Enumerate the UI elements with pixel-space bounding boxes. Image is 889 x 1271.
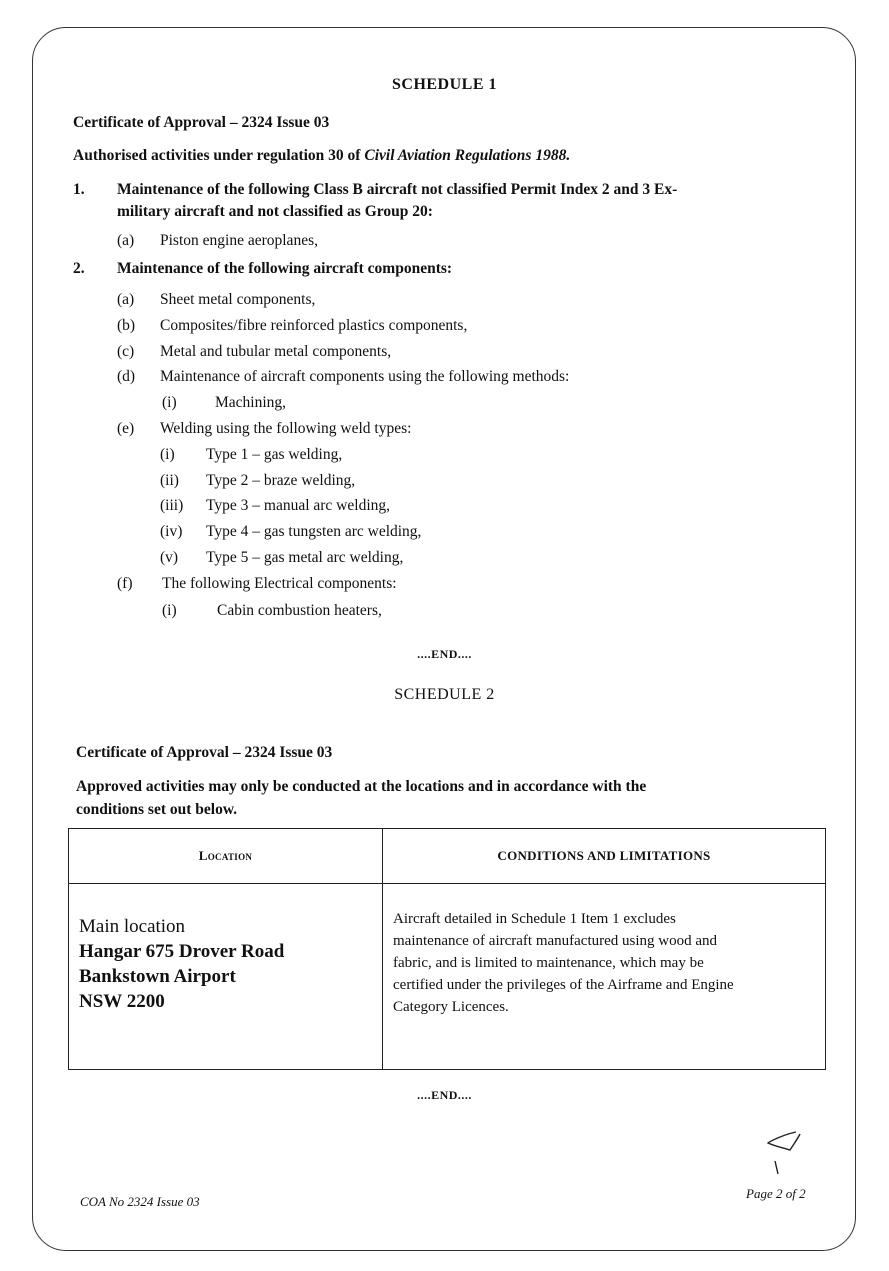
item-2c-marker: (c) xyxy=(117,343,135,360)
item-2b-marker: (b) xyxy=(117,317,136,334)
item-2e-i-marker: (i) xyxy=(160,446,175,463)
schedule-2-intro-line2: conditions set out below. xyxy=(76,801,238,818)
address-line-1: Hangar 675 Drover Road xyxy=(79,941,285,962)
item-2d-i-text: Machining, xyxy=(215,394,287,411)
item-2e-ii-text: Type 2 – braze welding, xyxy=(206,472,356,489)
item-2e-ii-marker: (ii) xyxy=(160,472,179,489)
item-2f-marker: (f) xyxy=(117,575,133,592)
table-row xyxy=(69,884,826,1070)
authorised-prefix: Authorised activities under regulation 30 of xyxy=(73,147,365,164)
item-1-line1: Maintenance of the following Class B aircraft not classified Permit Index 2 and 3 Ex- xyxy=(117,181,678,198)
item-2d-i-marker: (i) xyxy=(162,394,177,411)
schedule-2-title: SCHEDULE 2 xyxy=(394,686,495,703)
item-2f-i-marker: (i) xyxy=(162,602,177,619)
locations-table xyxy=(68,828,826,1070)
item-2e-i-text: Type 1 – gas welding, xyxy=(206,446,343,463)
schedule-1-title: SCHEDULE 1 xyxy=(391,76,498,93)
conditions-line-3: fabric, and is limited to maintenance, which may be xyxy=(393,955,704,971)
schedule-1-end: ....END.... xyxy=(417,647,472,661)
address-line-3: NSW 2200 xyxy=(79,991,165,1012)
schedule-2-end: ....END.... xyxy=(417,1088,472,1102)
conditions-line-1: Aircraft detailed in Schedule 1 Item 1 excludes xyxy=(393,911,676,927)
regulation-name: Civil Aviation Regulations 1988. xyxy=(364,147,571,164)
item-2-heading: Maintenance of the following aircraft components: xyxy=(117,260,453,277)
item-2f-text: The following Electrical components: xyxy=(162,575,397,592)
item-2f-i-text: Cabin combustion heaters, xyxy=(217,602,382,619)
item-2d-marker: (d) xyxy=(117,368,136,385)
item-2c-text: Metal and tubular metal components, xyxy=(160,343,392,360)
conditions-header: CONDITIONS AND LIMITATIONS xyxy=(383,829,826,884)
item-2a-marker: (a) xyxy=(117,291,135,308)
schedule-2-intro-line1: Approved activities may only be conducted at the locations and in accordance with the xyxy=(76,778,647,795)
location-cell xyxy=(69,884,383,1070)
schedule-2-certificate: Certificate of Approval – 2324 Issue 03 xyxy=(76,744,333,761)
handwritten-mark xyxy=(760,1126,810,1178)
item-2e-iv-text: Type 4 – gas tungsten arc welding, xyxy=(206,523,422,540)
item-2b-text: Composites/fibre reinforced plastics components, xyxy=(160,317,468,334)
item-1a-marker: (a) xyxy=(117,232,135,249)
address-line-2: Bankstown Airport xyxy=(79,966,236,987)
item-2e-v-marker: (v) xyxy=(160,549,179,566)
item-1a-text: Piston engine aeroplanes, xyxy=(160,232,318,249)
location-label: Main location xyxy=(79,916,186,937)
item-2a-text: Sheet metal components, xyxy=(160,291,316,308)
document-reference: COA No 2324 Issue 03 xyxy=(80,1194,200,1209)
location-header: Location xyxy=(69,829,383,884)
authorised-activities xyxy=(73,147,570,165)
item-2e-text: Welding using the following weld types: xyxy=(160,420,412,437)
item-2e-iv-marker: (iv) xyxy=(160,523,183,540)
item-2-number: 2. xyxy=(73,260,85,277)
conditions-line-5: Category Licences. xyxy=(393,999,509,1015)
table-header-row xyxy=(69,829,826,884)
item-2e-v-text: Type 5 – gas metal arc welding, xyxy=(206,549,404,566)
item-2e-marker: (e) xyxy=(117,420,135,437)
conditions-line-2: maintenance of aircraft manufactured using wood and xyxy=(393,933,718,949)
item-1-line2: military aircraft and not classified as Group 20: xyxy=(117,203,433,220)
page-number: Page 2 of 2 xyxy=(746,1186,806,1201)
conditions-cell xyxy=(383,884,826,1070)
item-2e-iii-marker: (iii) xyxy=(160,497,184,514)
conditions-line-4: certified under the privileges of the Airframe and Engine xyxy=(393,977,734,993)
item-2e-iii-text: Type 3 – manual arc welding, xyxy=(206,497,390,514)
item-1-number: 1. xyxy=(73,181,85,198)
item-2d-text: Maintenance of aircraft components using the following methods: xyxy=(160,368,570,385)
schedule-1-certificate: Certificate of Approval – 2324 Issue 03 xyxy=(73,114,330,131)
